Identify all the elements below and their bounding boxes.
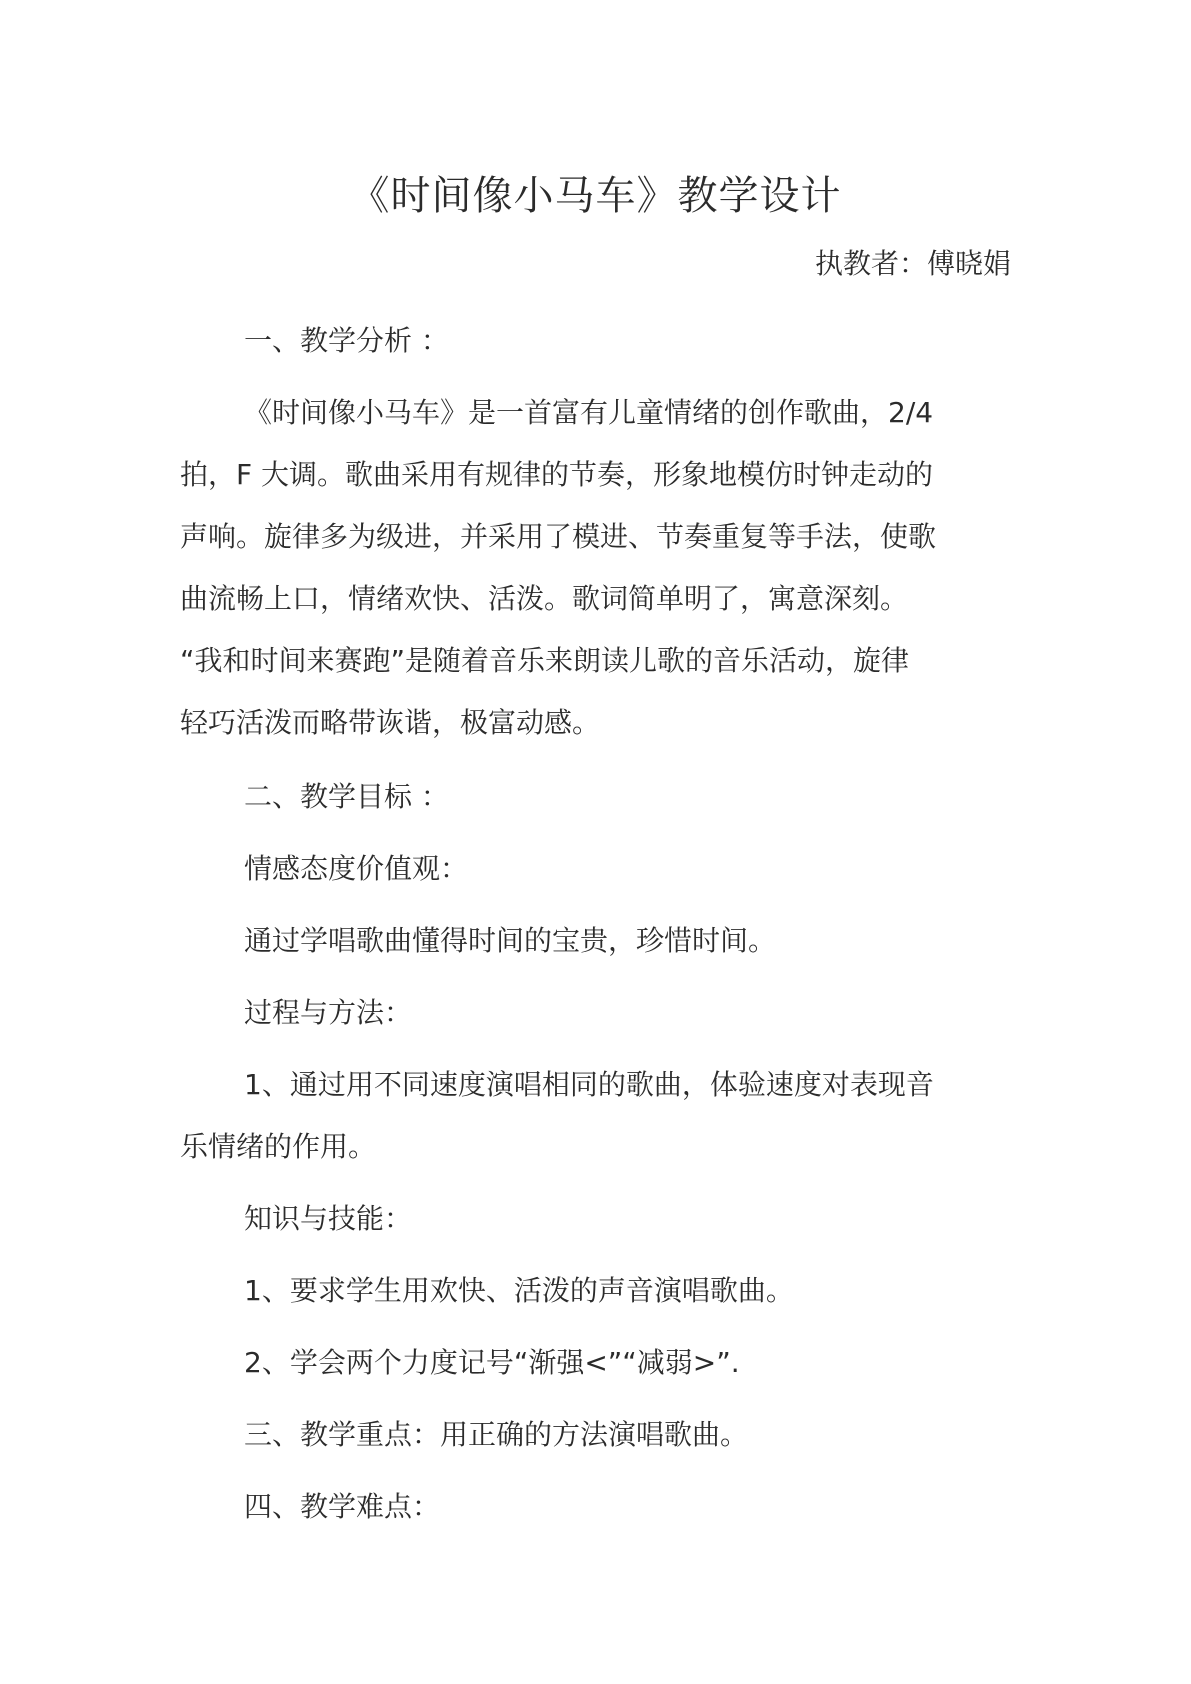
section-heading-analysis: 一、教学分析 ： xyxy=(244,324,449,357)
skill-item-1: 1、要求学生用欢快、活泼的声音演唱歌曲。 xyxy=(244,1274,794,1307)
analysis-paragraph xyxy=(180,382,1012,754)
emotion-text: 通过学唱歌曲懂得时间的宝贵，珍惜时间。 xyxy=(244,924,777,957)
subheading-skills: 知识与技能： xyxy=(244,1202,413,1235)
subheading-process: 过程与方法： xyxy=(244,996,413,1029)
analysis-line: “我和时间来赛跑”是随着音乐来朗读儿歌的音乐活动，旋律 xyxy=(180,644,910,677)
analysis-line: 拍，F 大调。歌曲采用有规律的节奏，形象地模仿时钟走动的 xyxy=(180,458,934,491)
skill-item-2: 2、学会两个力度记号“渐强<”“减弱>”. xyxy=(244,1346,740,1379)
section-key-point: 三、教学重点：用正确的方法演唱歌曲。 xyxy=(244,1418,749,1451)
process-line: 1、通过用不同速度演唱相同的歌曲，体验速度对表现音 xyxy=(244,1068,934,1101)
section-heading-difficulty: 四、教学难点： xyxy=(244,1490,441,1523)
process-line: 乐情绪的作用。 xyxy=(180,1130,377,1163)
section-heading-goals: 二、教学目标 ： xyxy=(244,780,449,813)
analysis-line: 轻巧活泼而略带诙谐，极富动感。 xyxy=(180,706,601,739)
analysis-line: 曲流畅上口，情绪欢快、活泼。歌词简单明了，寓意深刻。 xyxy=(180,582,909,615)
document-body xyxy=(180,310,1012,1538)
analysis-line: 声响。旋律多为级进，并采用了模进、节奏重复等手法，使歌 xyxy=(180,520,937,553)
process-paragraph xyxy=(180,1054,1012,1178)
subheading-emotion: 情感态度价值观： xyxy=(244,852,469,885)
document-author: 执教者：傅晓娟 xyxy=(814,247,1011,280)
document-title: 《时间像小马车》教学设计 xyxy=(349,173,842,219)
analysis-line: 《时间像小马车》是一首富有儿童情绪的创作歌曲，2/4 xyxy=(244,396,934,429)
